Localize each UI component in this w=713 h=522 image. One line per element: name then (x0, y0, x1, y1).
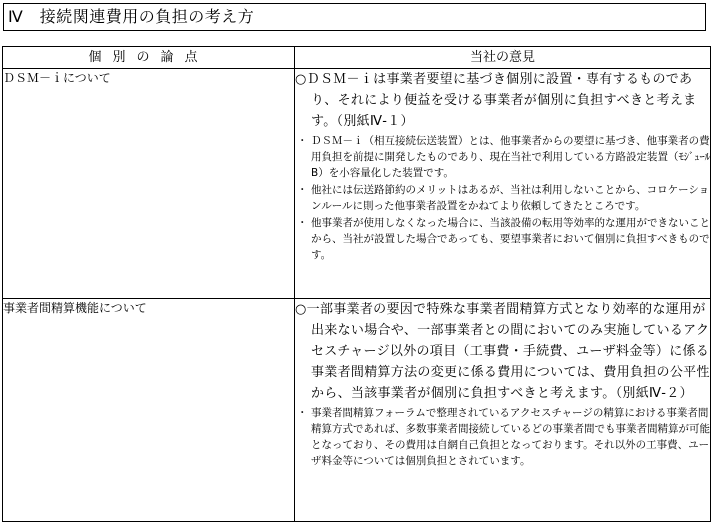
issues-table (2, 46, 711, 522)
supplement-item: ・ 事業者間精算フォーラムで整理されているアクセスチャージの精算における事業者間精算方式であれば、多数事業者間接続しているどの事業者間でも事業者間精算が可能となっており、その費用は自網自己負担となっております。それ以外の工事費、ユーザ料金等については個別負担とされています。 (295, 405, 710, 469)
main-opinion: ○一部事業者の要因で特殊な事業者間精算方式となり効率的な運用が出来ない場合や、一部事業者との間においてのみ実施しているアクセスチャージ以外の項目（工事費・手続費、ユーザ料金等）に係る事業者間精算方法の変更に係る費用については、費用負担の公平性から、当該事業者が個別に負担すべきと考えます。（別紙Ⅳ-２） (295, 302, 710, 401)
main-opinion: ○ＤＳＭ－ｉは事業者要望に基づき個別に設置・専有するものであり、それにより便益を受ける事業者が個別に負担すべきと考えます。（別紙Ⅳ-１） (295, 72, 697, 129)
table-row-settlement (3, 299, 711, 522)
supplement-item: ・ ＤＳＭ－ｉ（相互接続伝送装置）とは、他事業者からの要望に基づき、他事業者の費用負担を前提に開発したものであり、現在当社で利用している方路設定装置（ﾓｼﾞｭｰﾙB）を小容量化した装置です。 (295, 133, 710, 181)
header-issue: 個別の論点 (3, 47, 295, 69)
section-title-text: Ⅳ 接続関連費用の負担の考え方 (8, 7, 255, 26)
header-opinion: 当社の意見 (295, 47, 711, 69)
section-title (3, 3, 706, 31)
supplement-list (295, 133, 710, 263)
table-row-dsm-i (3, 69, 711, 299)
opinion-cell (295, 299, 711, 522)
supplement-item: ・ 他事業者が使用しなくなった場合に、当該設備の転用等効率的な運用ができないことから、当社が設置した場合であっても、要望事業者において個別に負担すべきものです。 (295, 215, 710, 263)
table-header-row (3, 47, 711, 69)
supplement-list (295, 405, 710, 469)
topic-cell: 事業者間精算機能について (3, 299, 295, 522)
opinion-cell (295, 69, 711, 299)
topic-cell: ＤＳＭ－ｉについて (3, 69, 295, 299)
supplement-item: ・ 他社には伝送路節約のメリットはあるが、当社は利用しないことから、コロケーションルールに則った他事業者設置をかねてより依頼してきたところです。 (295, 182, 710, 214)
